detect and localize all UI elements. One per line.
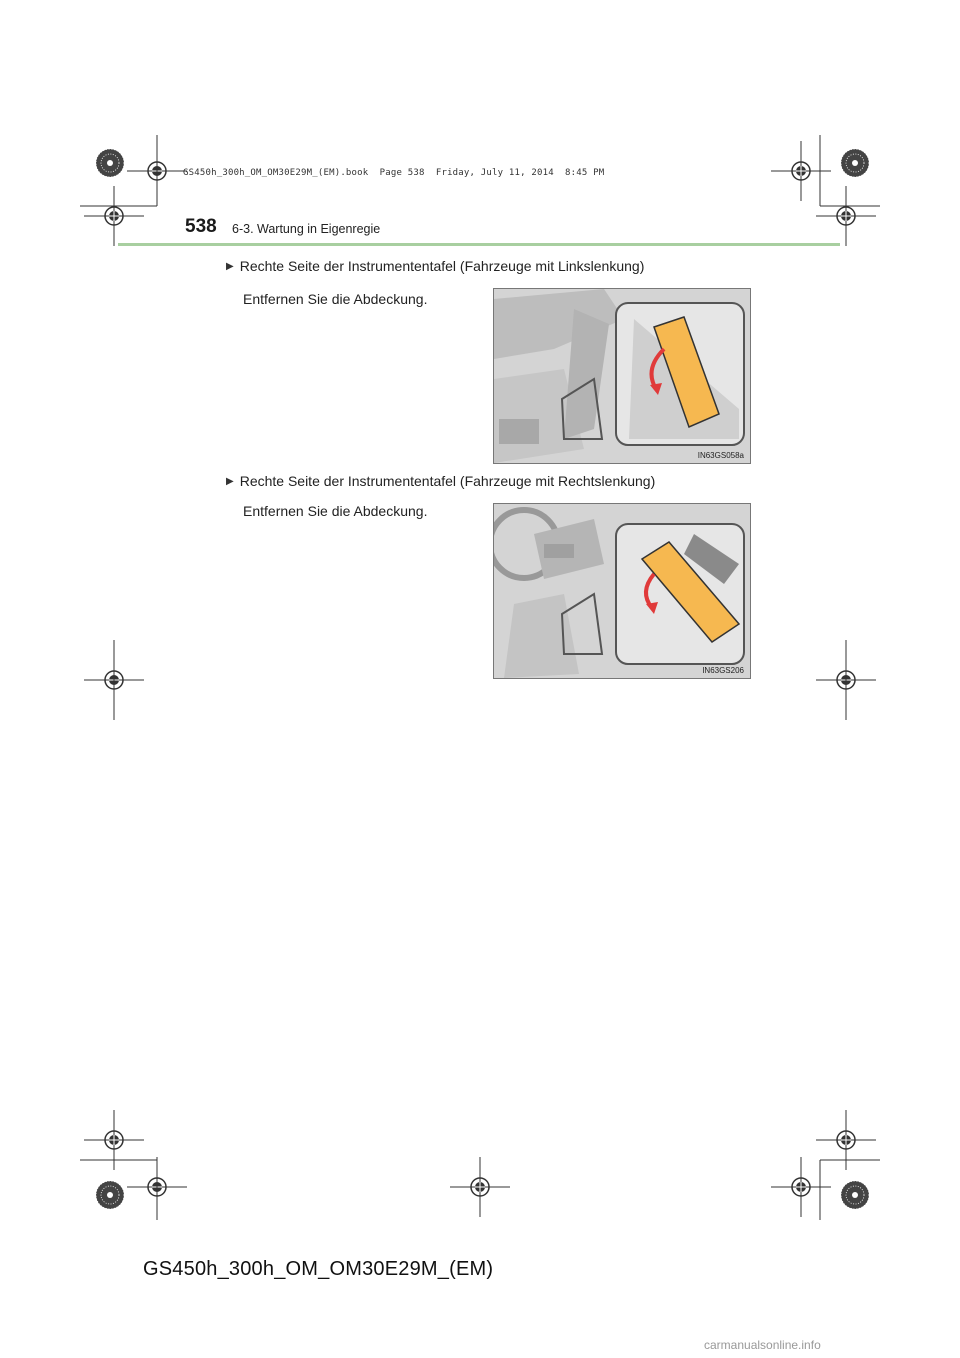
figure-code: IN63GS206 — [702, 666, 744, 675]
book-code-footer: GS450h_300h_OM_OM30E29M_(EM) — [143, 1258, 494, 1280]
page-number: 538 — [185, 216, 217, 237]
figure-lhd-cover — [493, 288, 751, 464]
figure-code: IN63GS058a — [697, 451, 744, 460]
dashboard-illustration — [494, 289, 750, 463]
section-title: 6-3. Wartung in Eigenregie — [232, 222, 381, 236]
header-rule — [118, 243, 840, 246]
item-instruction: Entfernen Sie die Abdeckung. — [243, 291, 428, 307]
item-heading: ▶ Rechte Seite der Instrumententafel (Fahrzeuge mit Rechtslenkung) — [226, 473, 656, 489]
figure-rhd-cover — [493, 503, 751, 679]
dashboard-illustration — [494, 504, 750, 678]
triangle-bullet-icon: ▶ — [226, 260, 234, 272]
watermark: carmanualsonline.info — [704, 1338, 821, 1352]
triangle-bullet-icon: ▶ — [226, 475, 234, 487]
item-heading: ▶ Rechte Seite der Instrumententafel (Fahrzeuge mit Linkslenkung) — [226, 258, 645, 274]
item-instruction: Entfernen Sie die Abdeckung. — [243, 503, 428, 519]
print-info: GS450h_300h_OM_OM30E29M_(EM).book Page 538 Friday, July 11, 2014 8:45 PM — [183, 168, 605, 178]
